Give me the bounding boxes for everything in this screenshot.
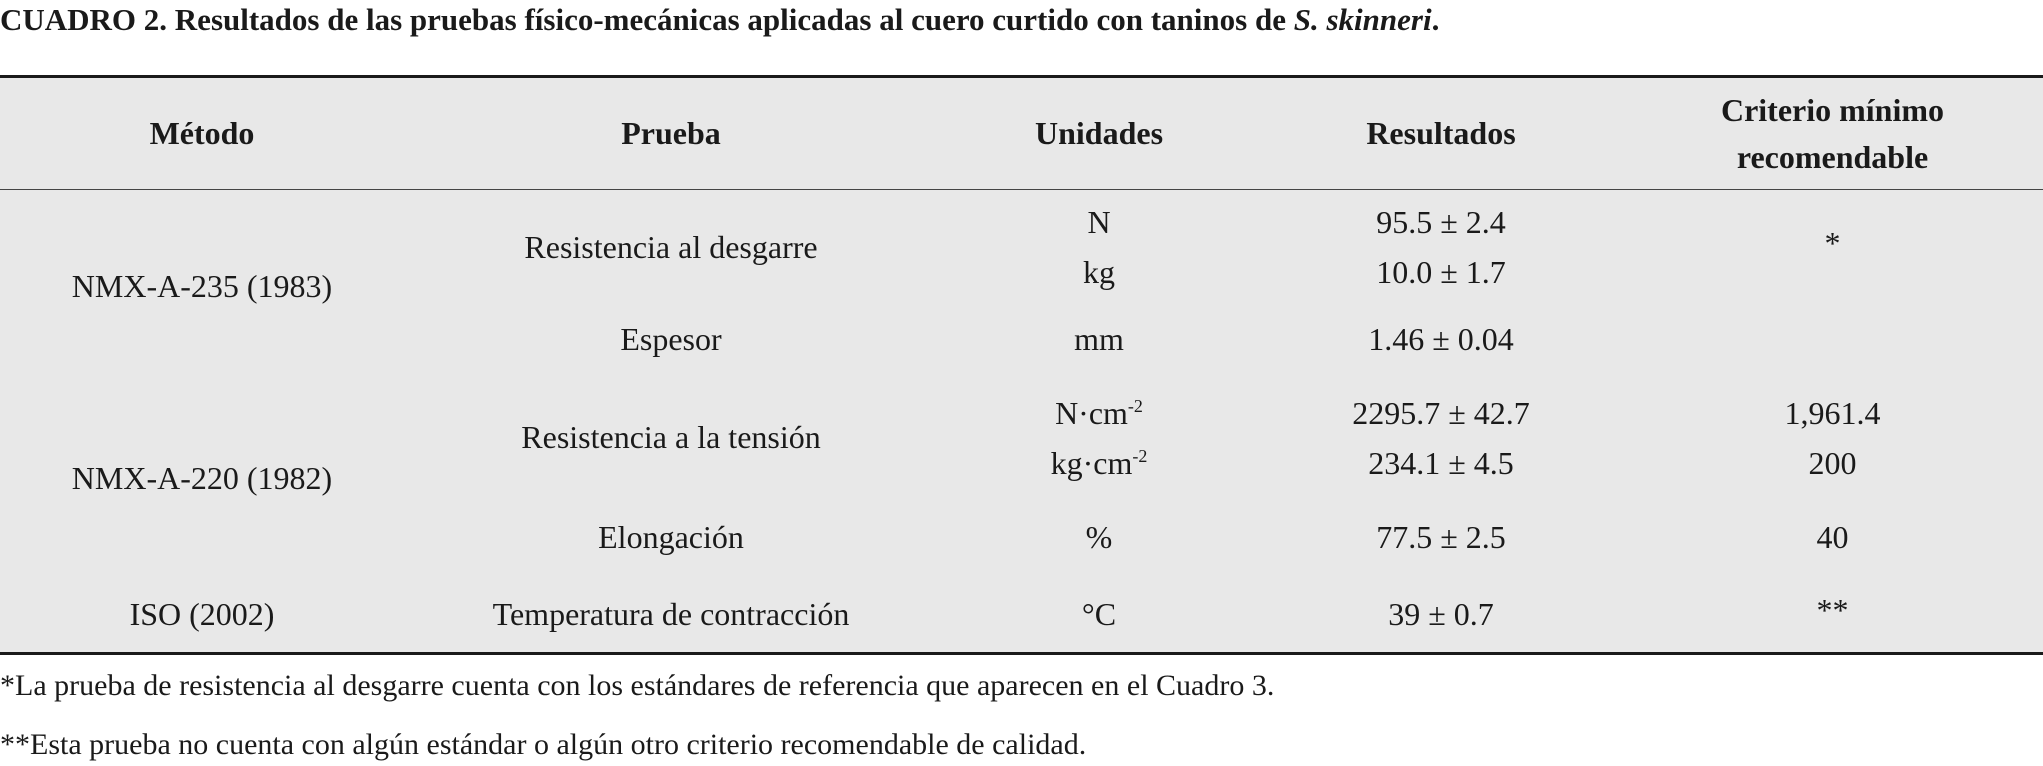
unit-tension-kg-exp: -2: [1132, 446, 1148, 466]
unit-temperatura: °C: [1081, 596, 1117, 632]
result-desgarre-n: 95.5 ± 2.4: [1376, 204, 1506, 240]
method-iso: ISO (2002): [129, 596, 275, 632]
criterion-tension-kg: 200: [1808, 445, 1857, 481]
unit-tension-n: [938, 394, 1260, 432]
unit-espesor: mm: [1074, 321, 1124, 357]
unit-desgarre-n: N: [1087, 204, 1111, 240]
caption-text: CUADRO 2. Resultados de las pruebas físico-mecánicas aplicadas al cuero curtido con taninos de: [0, 2, 1294, 37]
unit-elongacion: %: [1085, 519, 1113, 555]
result-desgarre-kg: 10.0 ± 1.7: [1376, 254, 1506, 290]
table-caption: [0, 2, 1439, 38]
test-elongacion: Elongación: [598, 519, 744, 555]
header-unidades: Unidades: [1034, 115, 1164, 151]
header-resultados: Resultados: [1366, 115, 1516, 151]
criterion-elongacion: 40: [1816, 519, 1849, 555]
result-tension-n: 2295.7 ± 42.7: [1352, 395, 1530, 431]
method-nmx-a-235: NMX-A-235 (1983): [71, 268, 333, 304]
unit-tension-n-exp: -2: [1127, 396, 1143, 416]
unit-tension-kg: [938, 444, 1260, 482]
caption-period: .: [1431, 2, 1440, 37]
header-criterio-line2: recomendable: [1736, 139, 1929, 175]
test-desgarre: Resistencia al desgarre: [524, 229, 818, 265]
header-divider: [0, 189, 2043, 190]
unit-tension-kg-base: kg·cm: [1050, 445, 1133, 481]
criterion-temperatura: **: [1816, 592, 1849, 628]
criterion-tension-n: 1,961.4: [1784, 395, 1881, 431]
caption-species: S. skinneri: [1293, 2, 1432, 37]
unit-tension-n-base: N·cm: [1055, 395, 1128, 431]
footnote-temperatura: **Esta prueba no cuenta con algún estándar o algún otro criterio recomendable de calidad.: [0, 728, 1087, 761]
test-tension: Resistencia a la tensión: [521, 419, 821, 455]
result-elongacion: 77.5 ± 2.5: [1376, 519, 1506, 555]
result-tension-kg: 234.1 ± 4.5: [1368, 445, 1514, 481]
header-metodo: Método: [149, 115, 255, 151]
header-prueba: Prueba: [621, 115, 721, 151]
header-criterio-line1: Criterio mínimo: [1720, 92, 1945, 128]
results-table: [0, 75, 2043, 655]
result-temperatura: 39 ± 0.7: [1388, 596, 1494, 632]
method-nmx-a-220: NMX-A-220 (1982): [71, 460, 333, 496]
test-espesor: Espesor: [620, 321, 722, 357]
footnote-desgarre: *La prueba de resistencia al desgarre cuenta con los estándares de referencia que aparecen en el Cuadro 3.: [0, 669, 1275, 702]
unit-desgarre-kg: kg: [1083, 254, 1115, 290]
criterion-desgarre: *: [1824, 225, 1841, 261]
test-temperatura: Temperatura de contracción: [492, 596, 850, 632]
result-espesor: 1.46 ± 0.04: [1368, 321, 1514, 357]
